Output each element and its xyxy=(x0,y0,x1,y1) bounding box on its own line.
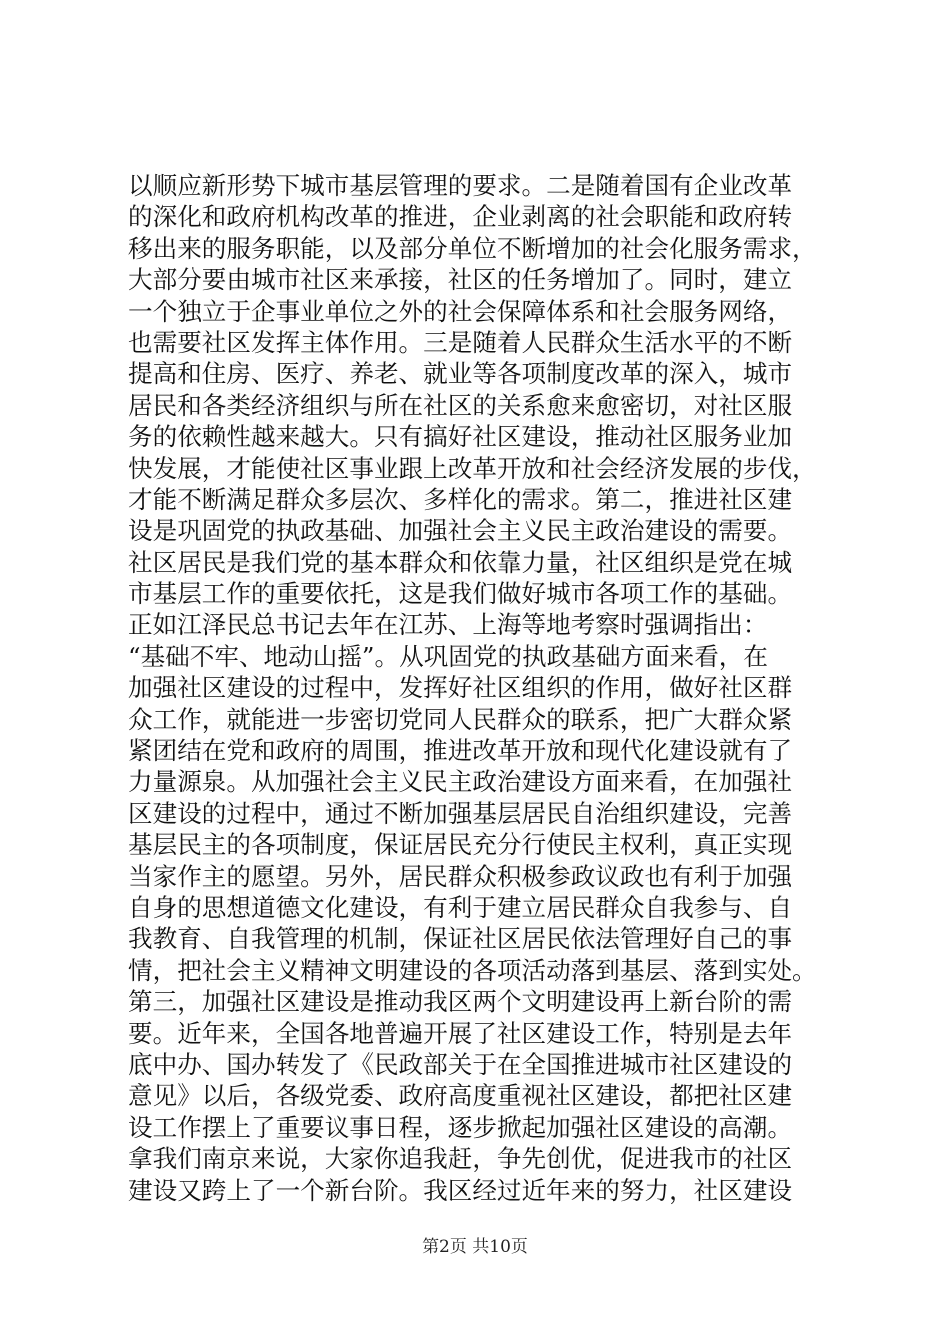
text-line: 第三，加强社区建设是推动我区两个文明建设再上新台阶的需 xyxy=(128,987,793,1017)
text-line: 一个独立于企事业单位之外的社会保障体系和社会服务网络， xyxy=(128,296,793,326)
text-line: 市基层工作的重要依托，这是我们做好城市各项工作的基础。 xyxy=(128,579,793,609)
text-line: 建设又跨上了一个新台阶。我区经过近年来的努力，社区建设 xyxy=(128,1175,793,1205)
text-line: 自身的思想道德文化建设，有利于建立居民群众自我参与、自 xyxy=(128,892,793,922)
text-line: 紧团结在党和政府的周围，推进改革开放和现代化建设就有了 xyxy=(128,736,793,766)
text-line: 力量源泉。从加强社会主义民主政治建设方面来看，在加强社 xyxy=(128,767,793,797)
text-line: 加强社区建设的过程中，发挥好社区组织的作用，做好社区群 xyxy=(128,673,793,703)
text-line: 设工作摆上了重要议事日程，逐步掀起加强社区建设的高潮。 xyxy=(128,1112,793,1142)
text-line: 居民和各类经济组织与所在社区的关系愈来愈密切，对社区服 xyxy=(128,390,793,420)
text-line: 区建设的过程中，通过不断加强基层居民自治组织建设，完善 xyxy=(128,798,793,828)
text-line: 快发展，才能使社区事业跟上改革开放和社会经济发展的步伐， xyxy=(128,453,817,483)
text-line: 基层民主的各项制度，保证居民充分行使民主权利，真正实现 xyxy=(128,830,793,860)
text-line: 务的依赖性越来越大。只有搞好社区建设，推动社区服务业加 xyxy=(128,422,793,452)
text-line: 设是巩固党的执政基础、加强社会主义民主政治建设的需要。 xyxy=(128,516,793,546)
text-line: 正如江泽民总书记去年在江苏、上海等地考察时强调指出： xyxy=(128,610,768,640)
text-line: 拿我们南京来说，大家你追我赶，争先创优，促进我市的社区 xyxy=(128,1144,793,1174)
page-number-footer: 第2页 共10页 xyxy=(422,1237,528,1257)
text-line: 大部分要由城市社区来承接，社区的任务增加了。同时，建立 xyxy=(128,265,793,295)
text-line: “基础不牢、地动山摇”。从巩固党的执政基础方面来看，在 xyxy=(128,641,768,671)
text-line: 也需要社区发挥主体作用。三是随着人民群众生活水平的不断 xyxy=(128,327,793,357)
text-line: 意见》以后，各级党委、政府高度重视社区建设，都把社区建 xyxy=(128,1081,793,1111)
text-line: 众工作，就能进一步密切党同人民群众的联系，把广大群众紧 xyxy=(128,704,793,734)
text-line: 底中办、国办转发了《民政部关于在全国推进城市社区建设的 xyxy=(128,1049,793,1079)
text-line: 的深化和政府机构改革的推进，企业剥离的社会职能和政府转 xyxy=(128,202,793,232)
text-line: 才能不断满足群众多层次、多样化的需求。第二，推进社区建 xyxy=(128,484,793,514)
text-line: 要。近年来，全国各地普遍开展了社区建设工作，特别是去年 xyxy=(128,1018,793,1048)
text-line: 当家作主的愿望。另外，居民群众积极参政议政也有利于加强 xyxy=(128,861,793,891)
text-line: 移出来的服务职能，以及部分单位不断增加的社会化服务需求， xyxy=(128,233,817,263)
text-line: 以顺应新形势下城市基层管理的要求。二是随着国有企业改革 xyxy=(128,171,793,200)
text-line: 社区居民是我们党的基本群众和依靠力量，社区组织是党在城 xyxy=(128,547,793,577)
body-text xyxy=(128,170,848,1206)
text-line: 我教育、自我管理的机制，保证社区居民依法管理好自己的事 xyxy=(128,924,793,954)
text-line: 情，把社会主义精神文明建设的各项活动落到基层、落到实处。 xyxy=(128,955,817,985)
text-line: 提高和住房、医疗、养老、就业等各项制度改革的深入，城市 xyxy=(128,359,793,389)
